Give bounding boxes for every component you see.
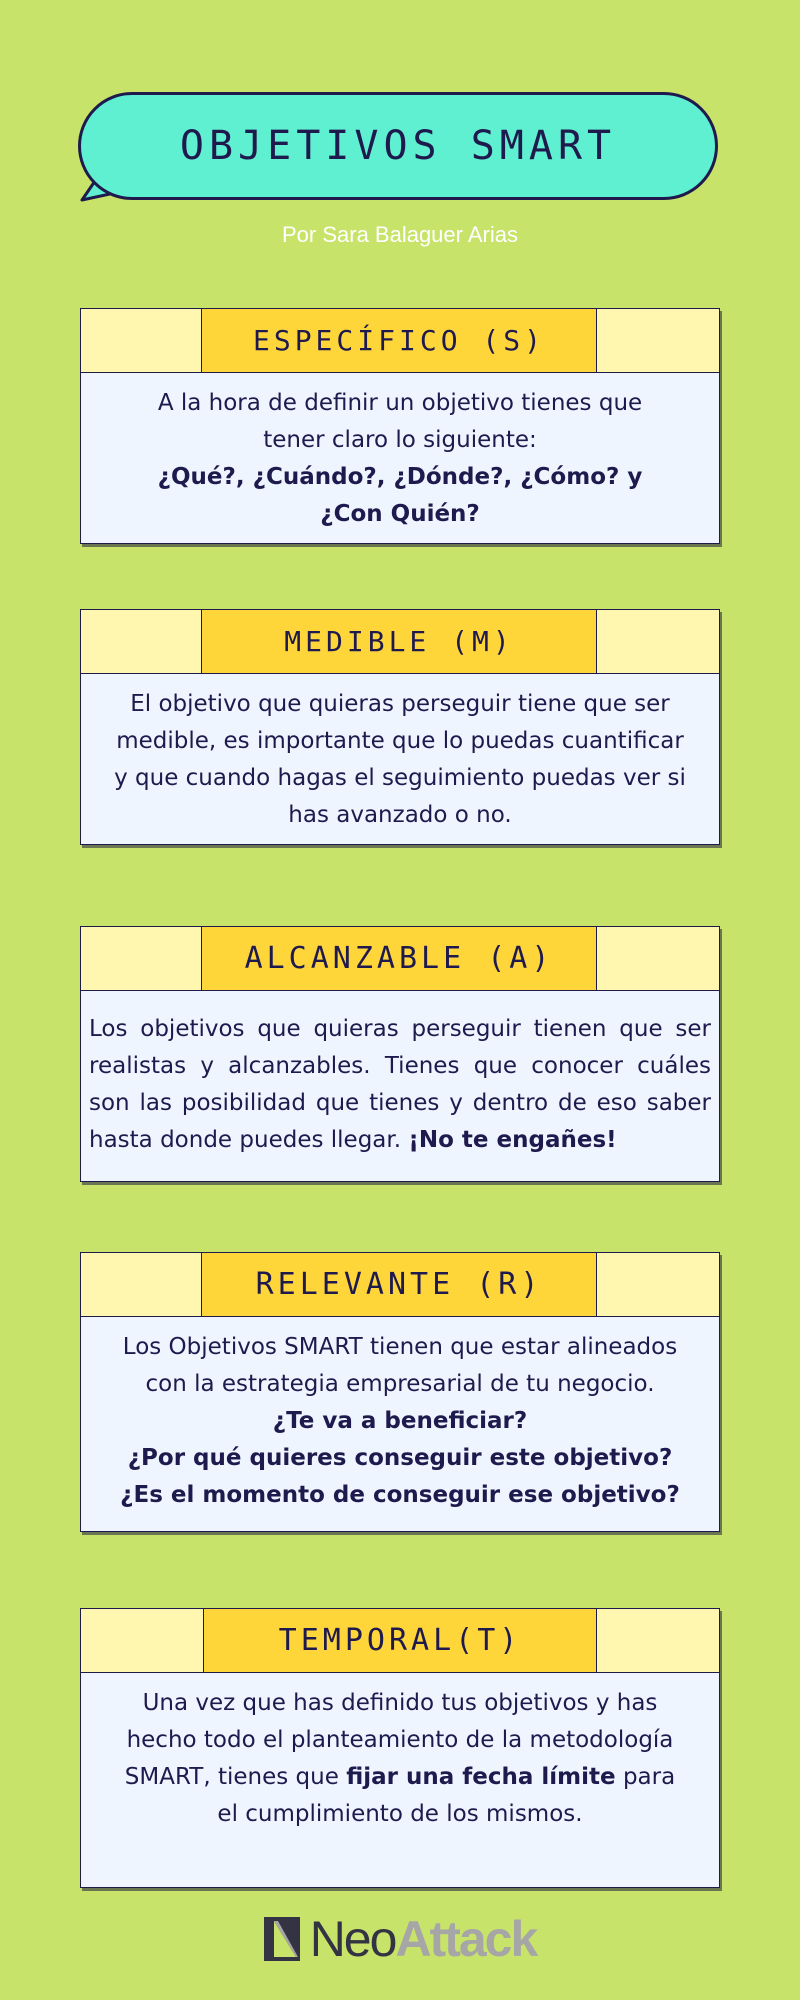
card-label: ESPECÍFICO (S) — [252, 324, 545, 357]
card-especifico — [80, 308, 720, 544]
card-header — [81, 1609, 719, 1673]
card-body — [81, 1673, 719, 1845]
card-text: Los objetivos que quieras perseguir tienen que ser realistas y alcanzables. Tienes que conocer cuáles son las posibilidad que tienes y dentro de eso saber hasta donde puedes llegar. — [89, 1016, 711, 1153]
card-relevante — [80, 1252, 720, 1532]
card-header — [81, 309, 719, 373]
card-body — [81, 674, 719, 846]
header-side-left — [81, 1609, 203, 1672]
card-text: El objetivo que quieras perseguir tiene que ser medible, es importante que lo puedas cuantificar y que cuando hagas el seguimiento puedas ver si has avanzado o no. — [114, 691, 686, 828]
card-text: Los Objetivos SMART tienen que estar alineados con la estrategia empresarial de tu negocio. — [122, 1334, 678, 1397]
neoattack-logo-icon — [264, 1917, 300, 1961]
card-header — [81, 1253, 719, 1317]
header-side-left — [81, 1253, 201, 1316]
header-side-left — [81, 610, 201, 673]
header-center — [201, 1253, 597, 1316]
card-alcanzable — [80, 926, 720, 1182]
card-bold-text: ¿Qué?, ¿Cuándo?, ¿Dónde?, ¿Cómo? y ¿Con Quién? — [157, 464, 643, 527]
card-text: Una vez que has definido tus objetivos y has hecho todo el planteamiento de la metodología SMART, tienes que — [124, 1690, 674, 1790]
card-header — [81, 610, 719, 674]
header-center — [201, 309, 597, 372]
card-medible — [80, 609, 720, 845]
card-header — [81, 927, 719, 991]
card-body — [81, 373, 719, 545]
author-line: Por Sara Balaguer Arias — [281, 222, 519, 247]
card-body — [81, 991, 719, 1179]
header-side-left — [81, 927, 201, 990]
header-side-right — [597, 610, 719, 673]
card-text: A la hora de definir un objetivo tienes que tener claro lo siguiente: — [157, 390, 643, 453]
header-side-right — [597, 927, 719, 990]
header-side-right — [597, 309, 719, 372]
logo-wordmark — [310, 1910, 537, 1968]
title-bubble — [78, 92, 718, 202]
header-side-left — [81, 309, 201, 372]
neoattack-logo — [0, 1910, 800, 1968]
title-bubble-body — [78, 92, 718, 200]
card-body — [81, 1317, 719, 1526]
card-label: MEDIBLE (M) — [284, 625, 514, 658]
logo-attack: Attack — [395, 1911, 537, 1967]
header-center — [203, 1609, 597, 1672]
header-center — [201, 927, 597, 990]
card-label: TEMPORAL(T) — [278, 1623, 522, 1658]
logo-neo: Neo — [309, 1911, 396, 1967]
card-bold-line: ¿Te va a beneficiar? — [272, 1408, 528, 1434]
card-bold-line: ¿Es el momento de conseguir ese objetivo? — [120, 1482, 680, 1508]
card-bold-text: fijar una fecha límite — [346, 1764, 616, 1790]
card-label: ALCANZABLE (A) — [244, 941, 554, 976]
card-label: RELEVANTE (R) — [255, 1267, 543, 1302]
header-center — [201, 610, 597, 673]
card-temporal — [80, 1608, 720, 1888]
card-text-after: para el cumplimiento de los mismos. — [217, 1764, 676, 1827]
card-bold-line: ¿Por qué quieres conseguir este objetivo? — [127, 1445, 673, 1471]
card-bold-text: ¡No te engañes! — [408, 1127, 617, 1153]
header-side-right — [597, 1609, 719, 1672]
header-side-right — [597, 1253, 719, 1316]
page-title: OBJETIVOS SMART — [179, 123, 617, 169]
